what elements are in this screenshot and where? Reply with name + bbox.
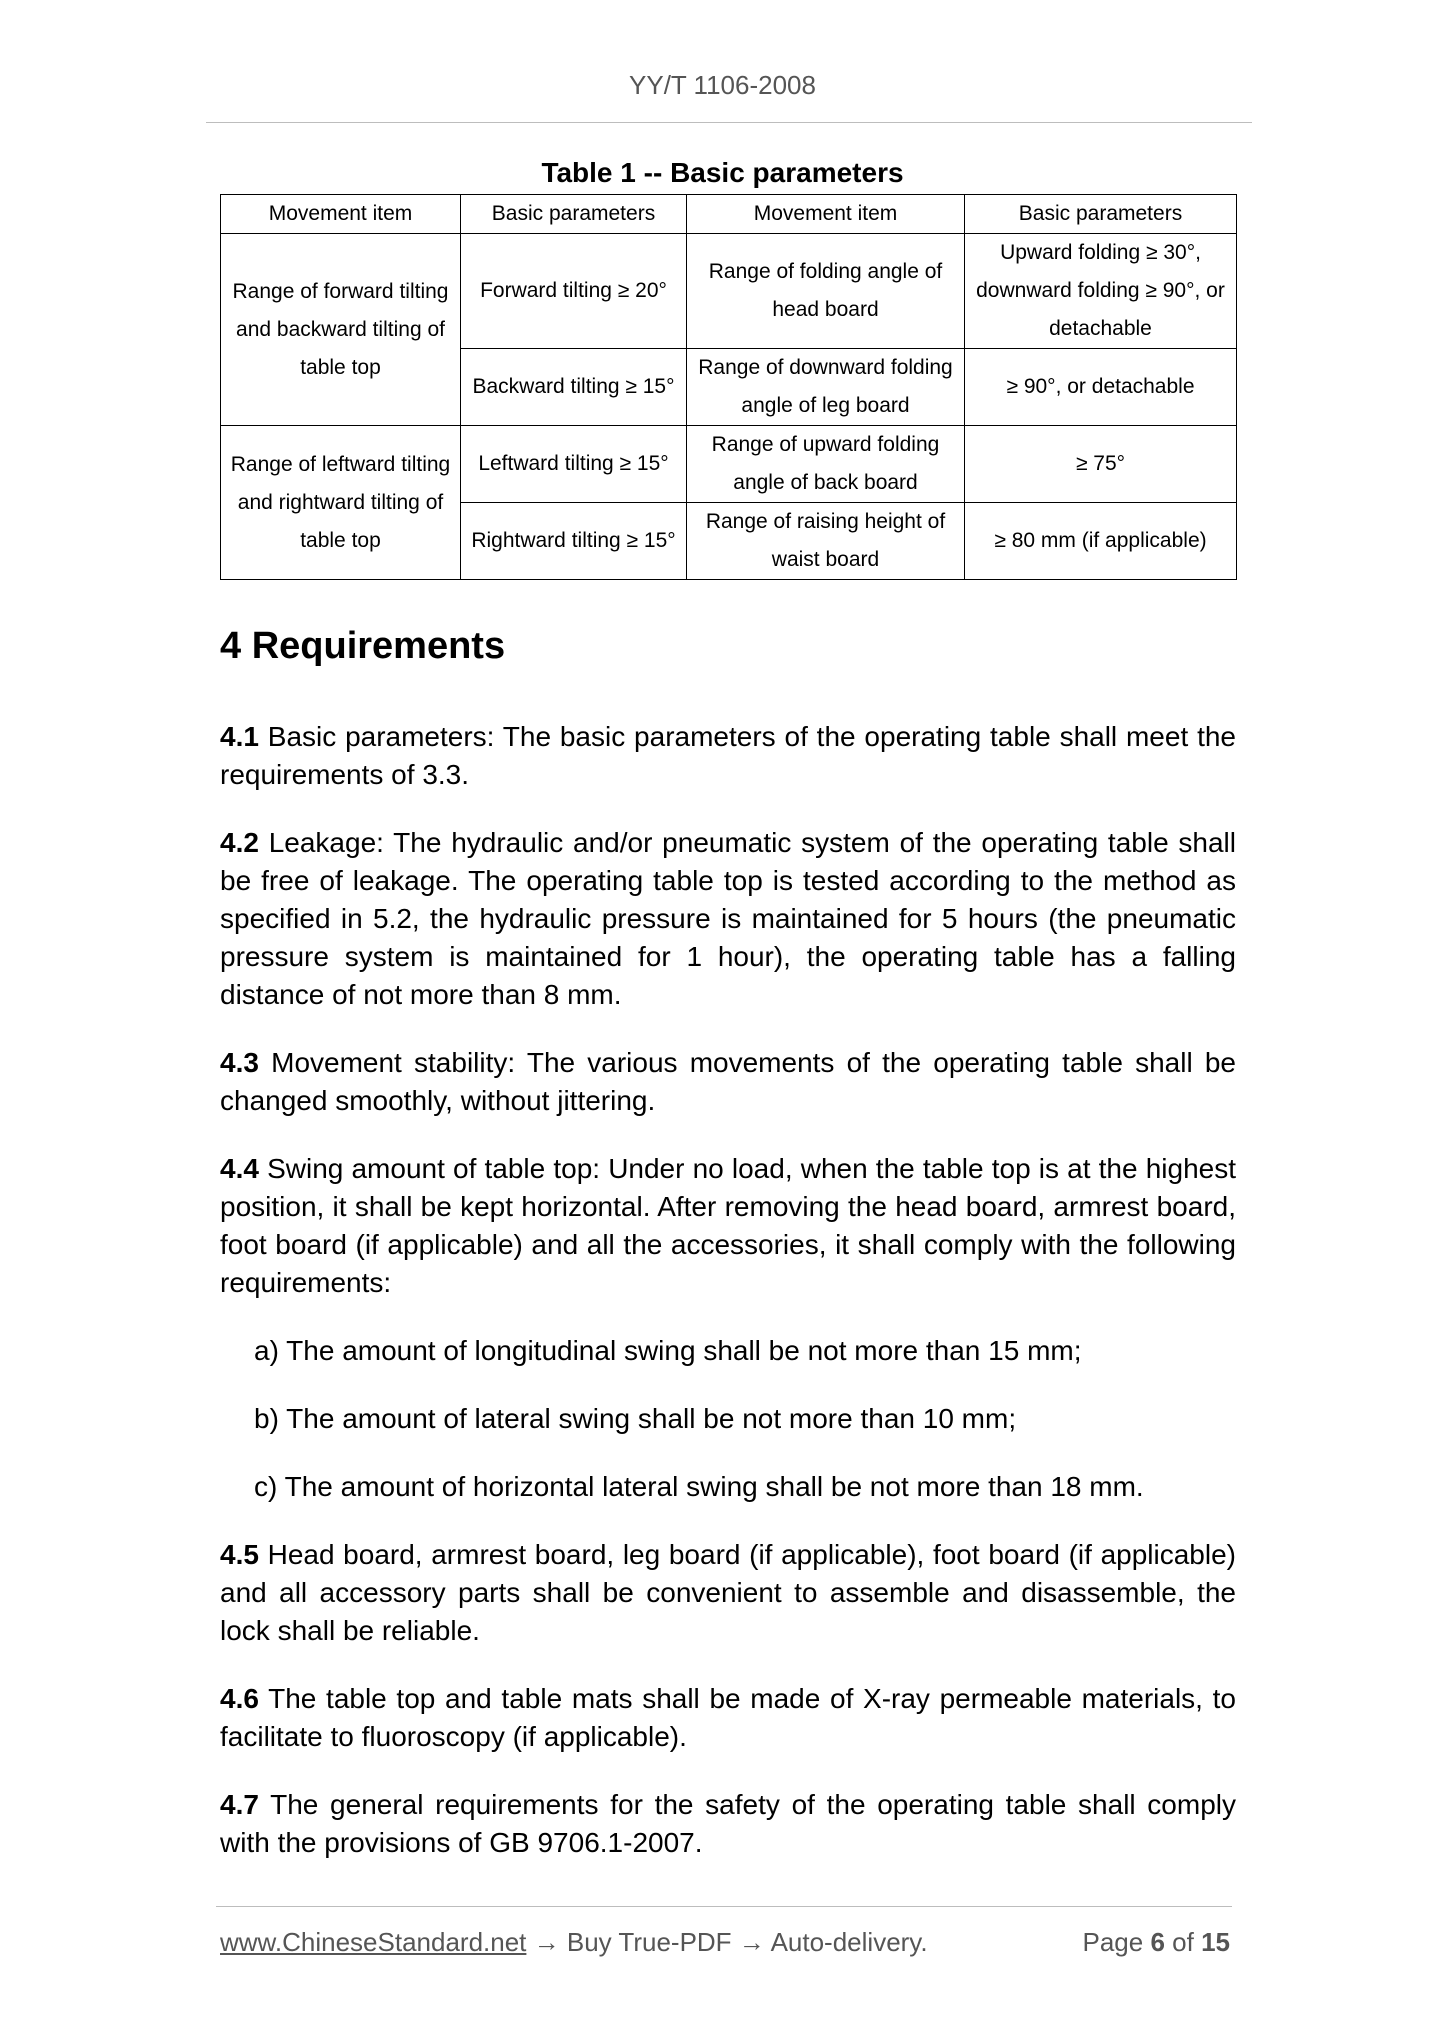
page-footer: [220, 1922, 1230, 1962]
clause-4-2: [220, 824, 1236, 1014]
table-cell-movement-item: Range of leftward tilting and rightward tilting of table top: [221, 426, 461, 580]
requirements-body: [220, 718, 1236, 1892]
table-header-cell: Basic parameters: [461, 195, 687, 234]
page-total: 15: [1201, 1927, 1230, 1957]
table-cell-movement-item: Range of downward folding angle of leg board: [687, 349, 965, 426]
clause-4-3: [220, 1044, 1236, 1120]
clause-number: 4.1: [220, 721, 259, 752]
clause-text: The table top and table mats shall be made of X-ray permeable materials, to facilitate to fluoroscopy (if applicable).: [220, 1683, 1236, 1752]
table-cell-parameter: Backward tilting ≥ 15°: [461, 349, 687, 426]
table-title: Table 1 -- Basic parameters: [541, 157, 904, 188]
clause-4-4: [220, 1150, 1236, 1302]
table-cell-movement-item: Range of forward tilting and backward tilting of table top: [221, 234, 461, 426]
table-header-cell: Movement item: [221, 195, 461, 234]
clause-text: Movement stability: The various movements of the operating table shall be changed smoothly, without jittering.: [220, 1047, 1236, 1116]
table-header-cell: Basic parameters: [965, 195, 1237, 234]
list-item: a) The amount of longitudinal swing shall be not more than 15 mm;: [254, 1335, 1082, 1366]
of-label: of: [1172, 1927, 1194, 1957]
clause-4-6: [220, 1680, 1236, 1756]
list-item: c) The amount of horizontal lateral swing shall be not more than 18 mm.: [254, 1471, 1144, 1502]
table-cell-parameter: Forward tilting ≥ 20°: [461, 234, 687, 349]
table-header-cell: Movement item: [687, 195, 965, 234]
clause-4-5: [220, 1536, 1236, 1650]
page-indicator: [1082, 1922, 1230, 1962]
clause-number: 4.4: [220, 1153, 259, 1184]
section-heading: 4 Requirements: [220, 625, 506, 667]
table-header-row: [221, 195, 1237, 234]
clause-number: 4.6: [220, 1683, 259, 1714]
clause-text: Swing amount of table top: Under no load, when the table top is at the highest position, it shall be kept horizontal. After removing the head board, armrest board, foot board (if applicable) and all the accessories, it shall comply with the following requirements:: [220, 1153, 1236, 1298]
table-cell-parameter: Leftward tilting ≥ 15°: [461, 426, 687, 503]
table-cell-movement-item: Range of raising height of waist board: [687, 503, 965, 580]
clause-text: Leakage: The hydraulic and/or pneumatic system of the operating table shall be free of leakage. The operating table top is tested according to the method as specified in 5.2, the hydraulic pressure is maintained for 5 hours (the pneumatic pressure system is maintained for 1 hour), the operating table has a falling distance of not more than 8 mm.: [220, 827, 1236, 1010]
table-cell-movement-item: Range of folding angle of head board: [687, 234, 965, 349]
table-cell-movement-item: Range of upward folding angle of back board: [687, 426, 965, 503]
list-item: b) The amount of lateral swing shall be not more than 10 mm;: [254, 1403, 1017, 1434]
basic-parameters-table: [220, 194, 1237, 580]
table-cell-parameter: ≥ 90°, or detachable: [965, 349, 1237, 426]
page-label: Page: [1082, 1927, 1144, 1957]
footer-tagline: → Buy True-PDF → Auto-delivery.: [526, 1927, 928, 1957]
website-link[interactable]: www.ChineseStandard.net: [220, 1927, 527, 1957]
clause-text: Basic parameters: The basic parameters of the operating table shall meet the requirements of 3.3.: [220, 721, 1236, 790]
table-cell-parameter: ≥ 80 mm (if applicable): [965, 503, 1237, 580]
document-id-header: YY/T 1106-2008: [629, 70, 816, 100]
clause-text: The general requirements for the safety of the operating table shall comply with the provisions of GB 9706.1-2007.: [220, 1789, 1236, 1858]
clause-number: 4.7: [220, 1789, 259, 1820]
clause-text: Head board, armrest board, leg board (if applicable), foot board (if applicable) and all accessory parts shall be convenient to assemble and disassemble, the lock shall be reliable.: [220, 1539, 1236, 1646]
clause-number: 4.5: [220, 1539, 259, 1570]
table-cell-parameter: ≥ 75°: [965, 426, 1237, 503]
clause-4-7: [220, 1786, 1236, 1862]
clause-number: 4.3: [220, 1047, 259, 1078]
page-number: 6: [1150, 1927, 1165, 1957]
clause-4-1: [220, 718, 1236, 794]
table-row: [221, 234, 1237, 349]
header-divider: [206, 122, 1252, 123]
table-cell-parameter: Rightward tilting ≥ 15°: [461, 503, 687, 580]
footer-divider: [216, 1906, 1232, 1907]
table-row: [221, 426, 1237, 503]
clause-number: 4.2: [220, 827, 259, 858]
table-cell-parameter: Upward folding ≥ 30°, downward folding ≥ 90°, or detachable: [965, 234, 1237, 349]
